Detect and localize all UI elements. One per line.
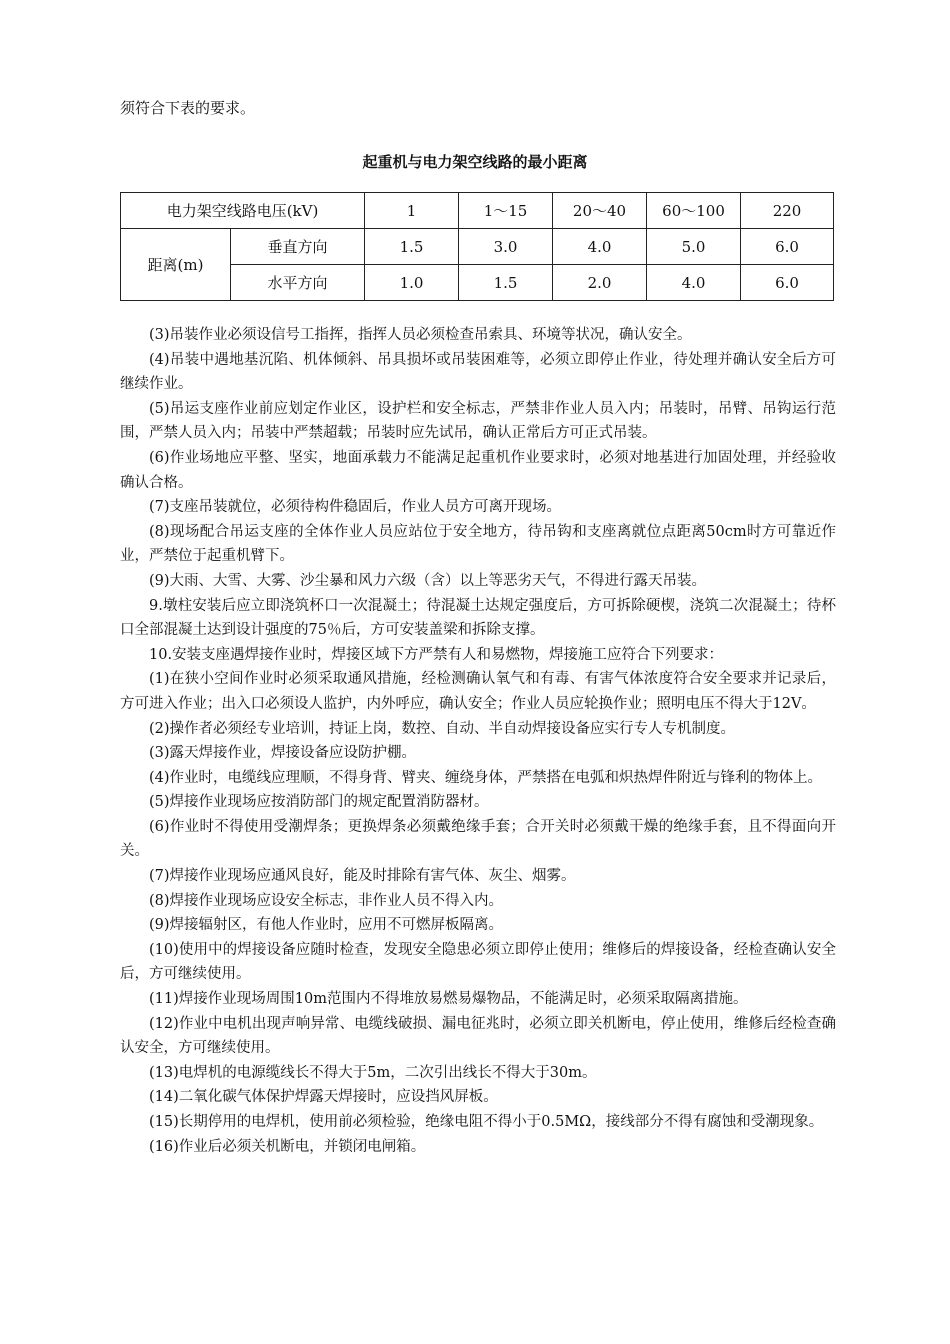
paragraph-welding-16: (16)作业后必须关机断电，并锁闭电闸箱。	[149, 1138, 426, 1155]
paragraph-welding-8: (8)焊接作业现场应设安全标志，非作业人员不得入内。	[149, 892, 504, 909]
paragraph-lifting-3: (3)吊装作业必须设信号工指挥，指挥人员必须检查吊索具、环境等状况，确认安全。	[149, 327, 692, 343]
distance-value-cell: 1.5	[365, 229, 459, 265]
direction-cell: 垂直方向	[231, 229, 365, 265]
paragraph-welding-9: (9)焊接辐射区，有他人作业时，应用不可燃屏板隔离。	[149, 917, 504, 934]
table-title: 起重机与电力架空线路的最小距离	[362, 153, 588, 171]
paragraph-section-9: 9.墩柱安装后应立即浇筑杯口一次混凝土；待混凝土达规定强度后，方可拆除硬楔，浇筑二次混凝土；待杯口全部混凝土达到设计强度的75％后，方可安装盖梁和拆除支撑。	[120, 597, 836, 639]
distance-label-cell: 距离(m)	[121, 229, 231, 301]
paragraph-lifting-4: (4)吊装中遇地基沉陷、机体倾斜、吊具损坏或吊装困难等，必须立即停止作业，待处理并确认安全后方可继续作业。	[120, 351, 836, 393]
paragraph-welding-10: (10)使用中的焊接设备应随时检查，发现安全隐患必须立即停止使用；维修后的焊接设备，经检查确认安全后，方可继续使用。	[120, 941, 836, 983]
distance-value-cell: 6.0	[741, 265, 834, 301]
distance-table	[120, 192, 834, 301]
paragraph-lifting-5: (5)吊运支座作业前应划定作业区，设护栏和安全标志，严禁非作业人员入内；吊装时，吊臂、吊钩运行范围，严禁人员入内；吊装中严禁超载；吊装时应先试吊，确认正常后方可正式吊装。	[120, 400, 836, 442]
voltage-cell: 20～40	[553, 193, 647, 229]
distance-value-cell: 5.0	[647, 229, 741, 265]
paragraph-lifting-7: (7)支座吊装就位，必须待构件稳固后，作业人员方可离开现场。	[149, 499, 562, 516]
intro-text: 须符合下表的要求。	[120, 99, 256, 117]
paragraph-lifting-6: (6)作业场地应平整、坚实，地面承载力不能满足起重机作业要求时，必须对地基进行加固处理，并经验收确认合格。	[120, 449, 836, 491]
distance-value-cell: 6.0	[741, 229, 834, 265]
distance-value-cell: 1.0	[365, 265, 459, 301]
voltage-header-cell: 电力架空线路电压(kV)	[121, 193, 365, 229]
distance-value-cell: 1.5	[459, 265, 553, 301]
paragraph-welding-1: (1)在狭小空间作业时必须采取通风措施，经检测确认氧气和有毒、有害气体浓度符合安全要求并记录后，方可进入作业；出入口必须设人监护，内外呼应，确认安全；作业人员应轮换作业；照明电压不得大于12V。	[120, 671, 836, 712]
direction-cell: 水平方向	[231, 265, 365, 301]
paragraph-welding-12: (12)作业中电机出现声响异常、电缆线破损、漏电征兆时，必须立即关机断电，停止使用，维修后经检查确认安全，方可继续使用。	[120, 1015, 836, 1057]
voltage-cell: 1～15	[459, 193, 553, 229]
paragraph-welding-2: (2)操作者必须经专业培训，持证上岗，数控、自动、半自动焊接设备应实行专人专机制度。	[149, 720, 736, 737]
distance-value-cell: 4.0	[647, 265, 741, 301]
distance-value-cell: 4.0	[553, 229, 647, 265]
paragraph-welding-15: (15)长期停用的电焊机，使用前必须检验，绝缘电阻不得小于0.5MΩ，接线部分不得有腐蚀和受潮现象。	[149, 1114, 824, 1130]
paragraph-welding-11: (11)焊接作业现场周围10m范围内不得堆放易燃易爆物品，不能满足时，必须采取隔离措施。	[149, 991, 748, 1008]
paragraph-welding-4: (4)作业时，电缆线应理顺，不得身背、臂夹、缠绕身体，严禁搭在电弧和炽热焊件附近与锋利的物体上。	[149, 769, 823, 786]
paragraph-lifting-9: (9)大雨、大雪、大雾、沙尘暴和风力六级（含）以上等恶劣天气，不得进行露天吊装。	[149, 572, 707, 589]
voltage-cell: 60～100	[647, 193, 741, 229]
paragraph-welding-7: (7)焊接作业现场应通风良好，能及时排除有害气体、灰尘、烟雾。	[149, 868, 576, 885]
distance-value-cell: 2.0	[553, 265, 647, 301]
table-header-row	[121, 193, 834, 229]
table-row-vertical	[121, 229, 834, 265]
paragraph-lifting-8: (8)现场配合吊运支座的全体作业人员应站位于安全地方，待吊钩和支座离就位点距离50cm时方可靠近作业，严禁位于起重机臂下。	[120, 523, 836, 565]
paragraph-welding-5: (5)焊接作业现场应按消防部门的规定配置消防器材。	[149, 794, 489, 811]
paragraph-welding-13: (13)电焊机的电源缆线长不得大于5m，二次引出线长不得大于30m。	[149, 1064, 597, 1081]
paragraph-welding-14: (14)二氧化碳气体保护焊露天焊接时，应设挡风屏板。	[149, 1089, 498, 1106]
paragraph-section-10: 10.安装支座遇焊接作业时，焊接区域下方严禁有人和易燃物，焊接施工应符合下列要求：	[149, 646, 724, 663]
paragraph-welding-3: (3)露天焊接作业，焊接设备应设防护棚。	[149, 745, 417, 762]
voltage-cell: 1	[365, 193, 459, 229]
distance-value-cell: 3.0	[459, 229, 553, 265]
voltage-cell: 220	[741, 193, 834, 229]
body-text	[120, 323, 836, 1159]
paragraph-welding-6: (6)作业时不得使用受潮焊条；更换焊条必须戴绝缘手套；合开关时必须戴干燥的绝缘手套，且不得面向开关。	[120, 818, 836, 860]
